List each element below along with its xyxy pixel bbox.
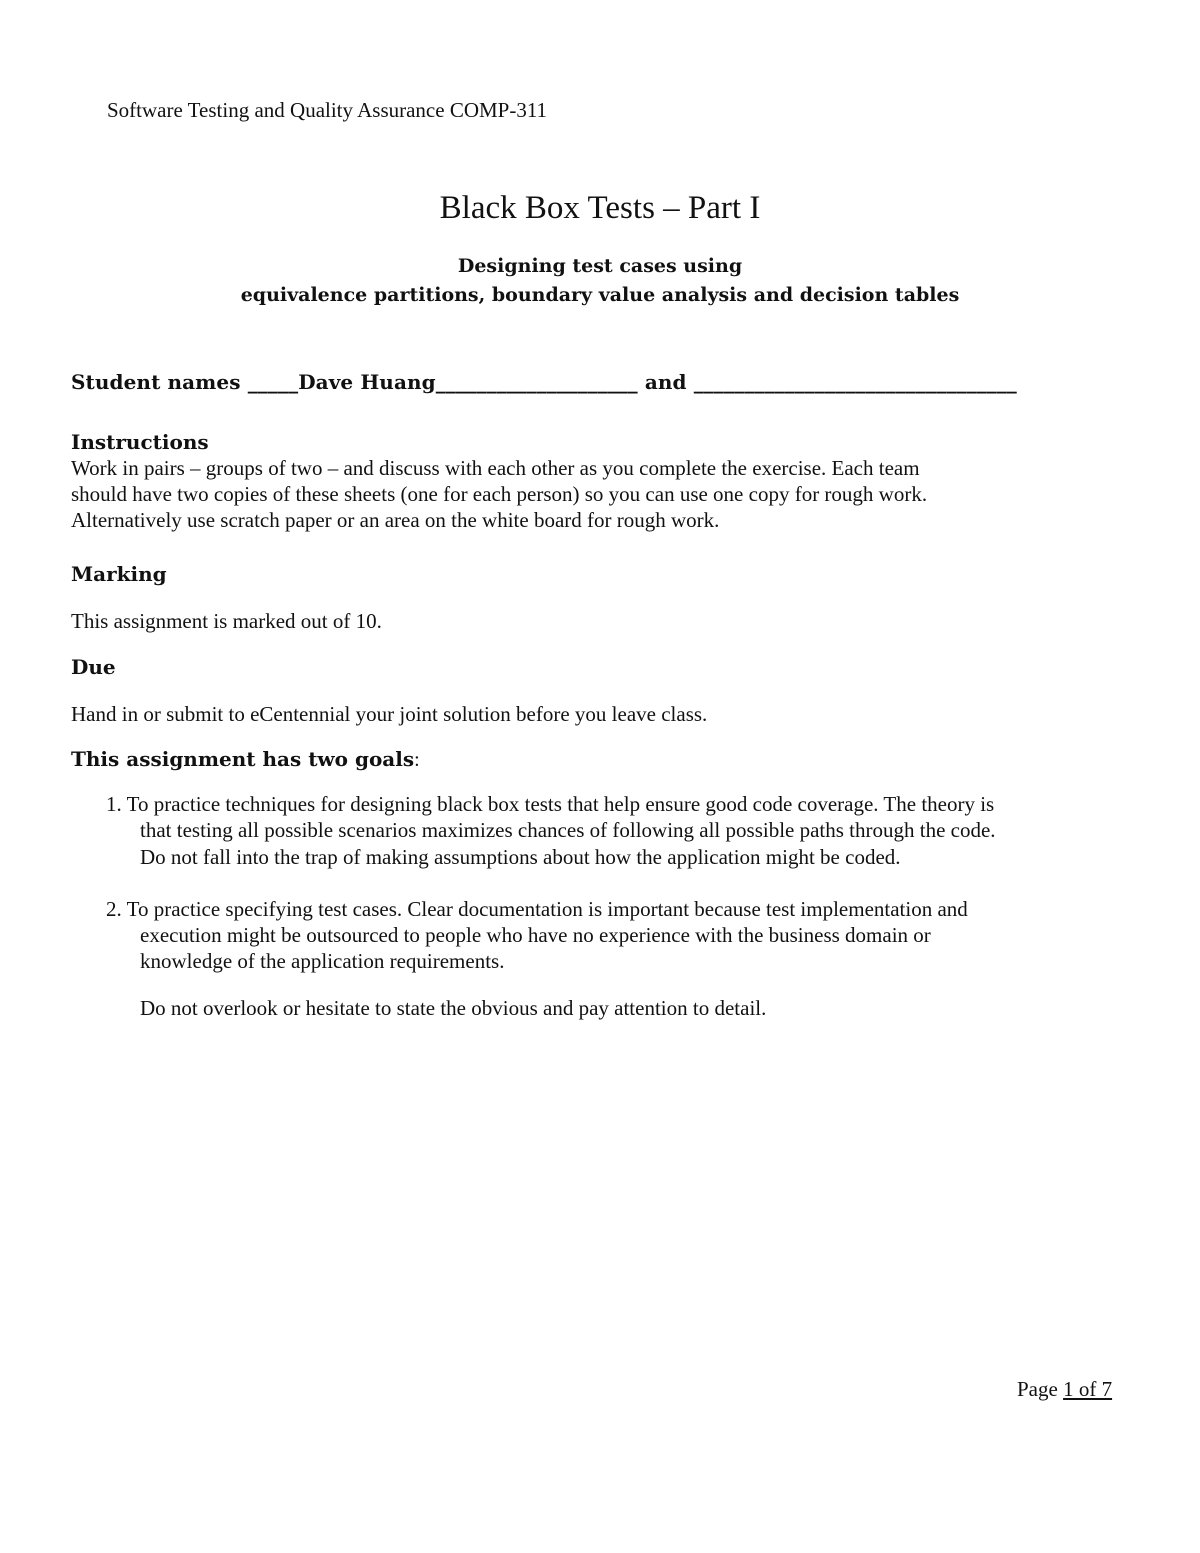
blank-before: _____ bbox=[247, 370, 299, 394]
subtitle-line-2: equivalence partitions, boundary value analysis and decision tables bbox=[240, 284, 960, 306]
instructions-line-1: Work in pairs – groups of two – and discuss with each other as you complete the exercise. Each team bbox=[71, 456, 920, 480]
goals-heading-line bbox=[71, 747, 420, 772]
goal-2-line-1: 2. To practice specifying test cases. Clear documentation is important because test implementation and bbox=[106, 897, 968, 921]
goals-closing: Do not overlook or hesitate to state the obvious and pay attention to detail. bbox=[140, 996, 767, 1020]
due-text: Hand in or submit to eCentennial your joint solution before you leave class. bbox=[71, 702, 708, 726]
student-names-label: Student names bbox=[71, 370, 241, 394]
goal-1-line-2: that testing all possible scenarios maximizes chances of following all possible paths through the code. bbox=[140, 818, 996, 842]
goals-colon: : bbox=[414, 749, 420, 771]
goals-heading: This assignment has two goals bbox=[71, 747, 415, 771]
goal-2-line-3: knowledge of the application requirements. bbox=[140, 949, 505, 973]
instructions-line-2: should have two copies of these sheets (one for each person) so you can use one copy for rough work. bbox=[71, 482, 928, 506]
page-footer bbox=[1017, 1377, 1112, 1402]
second-name-blank: ________________________________ bbox=[693, 370, 1017, 394]
instructions-heading: Instructions bbox=[71, 430, 209, 454]
goal-2-line-2: execution might be outsourced to people who have no experience with the business domain or bbox=[140, 923, 931, 947]
goal-1-line-1: 1. To practice techniques for designing black box tests that help ensure good code coverage. The theory is bbox=[106, 792, 995, 816]
goal-1-line-3: Do not fall into the trap of making assumptions about how the application might be coded. bbox=[140, 845, 901, 869]
page-label: Page bbox=[1017, 1377, 1058, 1401]
blank-after: ____________________ bbox=[435, 370, 638, 394]
due-heading: Due bbox=[71, 655, 116, 679]
page-number-link[interactable]: 1 of 7 bbox=[1063, 1377, 1113, 1401]
student-names-line bbox=[71, 370, 1017, 394]
instructions-line-3: Alternatively use scratch paper or an area on the white board for rough work. bbox=[71, 508, 720, 532]
subtitle-line-1: Designing test cases using bbox=[457, 255, 743, 277]
marking-heading: Marking bbox=[71, 562, 167, 586]
document-title: Black Box Tests – Part I bbox=[439, 190, 761, 226]
document-header: Software Testing and Quality Assurance COMP-311 bbox=[107, 98, 548, 122]
marking-text: This assignment is marked out of 10. bbox=[71, 609, 382, 633]
and-word: and bbox=[644, 370, 687, 394]
student-name: Dave Huang bbox=[298, 370, 436, 394]
